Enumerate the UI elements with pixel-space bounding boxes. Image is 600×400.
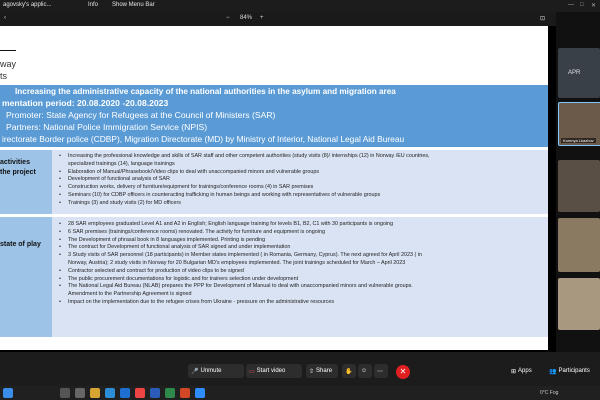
hand-icon: ✋ — [345, 368, 353, 375]
powerpoint-icon[interactable] — [180, 388, 190, 398]
activities-list — [52, 150, 548, 208]
apps-button[interactable] — [508, 364, 536, 378]
participant-name: Komnyа Lkazhov — [563, 138, 594, 143]
tile-text: APR — [568, 70, 581, 76]
slide-title-line-1: way — [0, 59, 17, 69]
leave-call-button[interactable] — [396, 365, 410, 379]
list-item: • 28 SAR employees graduated Level A1 and A2 in English; English language training for levels B1, B2, C1 with 30 participants is ongoing — [68, 221, 548, 229]
activities-list-cell — [52, 150, 548, 214]
share-icon: ⇧ — [309, 368, 315, 375]
back-icon[interactable]: ‹ — [4, 15, 6, 21]
close-icon[interactable]: ✕ — [591, 3, 597, 9]
video-off-icon: ▭ — [249, 368, 255, 375]
state-of-play-row — [0, 217, 548, 337]
slide-title-line-2: ts — [0, 71, 8, 81]
activities-label: activities — [0, 159, 30, 166]
state-list-cell — [52, 217, 548, 337]
excel-icon[interactable] — [165, 388, 175, 398]
shared-slide — [0, 26, 548, 350]
window-title-bar — [0, 0, 600, 12]
list-item: • Trainings (3) and study visits (2) for MD officers — [68, 200, 548, 208]
participant-tile[interactable] — [558, 160, 600, 212]
participants-label: Participants — [558, 368, 590, 374]
start-video-button[interactable] — [246, 364, 302, 378]
close-icon: ✕ — [399, 367, 407, 376]
project-title: Increasing the administrative capacity of the national authorities in the asylum and migration area — [15, 87, 396, 96]
edge-icon[interactable] — [105, 388, 115, 398]
list-item: Norway, Austria); 2 study visits in Norway for 20 Bulgarian MD's employees implemented. The joint trainings scheduled for March – April 2023 — [68, 259, 406, 266]
smiley-icon: ☺ — [361, 368, 368, 374]
zoom-app-icon[interactable] — [195, 388, 205, 398]
participant-tile[interactable] — [558, 102, 600, 146]
apps-icon: ⊞ — [511, 368, 517, 375]
partners: Partners: National Police Immigration Service (NPIS) — [6, 122, 208, 132]
windows-start-icon[interactable] — [3, 388, 13, 398]
list-item: • The contract for Development of functional analysis of SAR signed and under implementation — [68, 244, 548, 252]
list-item: specialized trainings (14), language trainings — [68, 160, 175, 167]
zoom-toolbar — [0, 12, 556, 26]
activities-label-2: the project — [0, 169, 36, 176]
list-item: • The public procurement documentations for logistic and for trainers selection under development — [68, 276, 548, 284]
list-item: • Increasing the professional knowledge and skills of SAR staff and other competent authorities (study visits (8)/ internships (12) in Norway /EU countries, — [68, 153, 548, 161]
zoom-in-icon[interactable]: + — [260, 15, 264, 21]
list-item: Amendment to the Partnership Agreement is signed — [68, 291, 192, 298]
state-label-cell — [0, 217, 52, 337]
list-item: • Development of functional analysis of SAR — [68, 176, 548, 184]
activities-label-cell — [0, 150, 52, 214]
apps-label: Apps — [518, 368, 532, 374]
list-item: • Impact on the implementation due to the refugee crises from Ukraine - pressure on the administrative resources — [68, 299, 548, 307]
state-list — [52, 217, 548, 307]
raise-hand-button[interactable] — [342, 364, 356, 378]
window-title: agovsky's applic... — [3, 2, 52, 8]
info-button[interactable]: Info — [88, 2, 99, 8]
minimize-icon[interactable]: — — [568, 2, 574, 8]
promoter: Promoter: State Agency for Refugees at the Council of Ministers (SAR) — [6, 110, 276, 120]
task-view-icon[interactable] — [75, 388, 85, 398]
activities-row — [0, 150, 548, 214]
unmute-button[interactable] — [188, 364, 244, 378]
participant-gallery — [556, 12, 600, 352]
more-icon: ⋯ — [377, 368, 383, 375]
weather-status: 0°C Fog — [540, 390, 559, 396]
mail-icon[interactable] — [120, 388, 130, 398]
list-item: • Contractor selected and contract for production of video clips to be signed — [68, 268, 548, 276]
implementation-period: mentation period: 20.08.2020 -20.08.2023 — [2, 98, 169, 108]
title-rule — [0, 50, 16, 51]
participant-tile[interactable] — [558, 48, 600, 98]
participant-tile[interactable] — [558, 218, 600, 272]
os-taskbar — [0, 386, 600, 400]
state-label: state of play — [0, 241, 41, 248]
chrome-icon[interactable] — [135, 388, 145, 398]
meeting-controls — [0, 352, 600, 386]
reactions-button[interactable] — [358, 364, 372, 378]
list-item: • Construction works, delivery of furniture/equipment for trainings/conference rooms (4) in SAR premises — [68, 184, 548, 192]
show-menu-bar-button[interactable]: Show Menu Bar — [112, 2, 155, 8]
list-item: • 3 Study visits of SAR personnel (18 participants) in Member states implemented ( in Romania, Germany, Cyprus). The next agreed for April 2023 ( in — [68, 252, 548, 260]
people-icon: 👥 — [549, 368, 557, 375]
list-item: • The Development of phrasal book in 8 languages implemented. Printing is pending — [68, 237, 548, 245]
partners-continued: irectorate Border police (CDBP), Migration Directorate (MD) by Ministry of Interior, National Legal Aid Bureau — [2, 134, 405, 144]
zoom-level: 84% — [240, 15, 253, 21]
search-icon[interactable] — [60, 388, 70, 398]
more-button[interactable] — [374, 364, 388, 378]
microphone-muted-icon: 🎤 — [191, 368, 199, 375]
list-item: • Seminars (10) for CDBP officers in counteracting trafficking in human beings and working with representatives of vulnerable groups — [68, 192, 548, 200]
file-explorer-icon[interactable] — [90, 388, 100, 398]
list-item: • The National Legal Aid Bureau (NLAB) prepares the PPP for Development of Manual to deal with unaccompanied minors and vulnerable groups. — [68, 283, 548, 291]
project-header-box — [0, 85, 548, 147]
list-item: • 6 SAR premises (trainings/conference rooms) renovated. The activity for furniture and equipment is ongoing — [68, 229, 548, 237]
maximize-icon[interactable]: □ — [580, 2, 584, 8]
share-label: Share — [316, 368, 333, 374]
unmute-label: Unmute — [200, 368, 222, 374]
zoom-out-icon[interactable]: − — [226, 15, 230, 21]
participants-button[interactable] — [546, 364, 596, 378]
fit-screen-icon[interactable]: ⊡ — [540, 16, 546, 22]
word-icon[interactable] — [150, 388, 160, 398]
start-video-label: Start video — [256, 368, 286, 374]
participant-tile[interactable] — [558, 278, 600, 330]
list-item: • Elaboration of Manual/Phrasebook/Video clips to deal with unaccompanied minors and vulnerable groups — [68, 169, 548, 177]
share-button[interactable] — [306, 364, 338, 378]
